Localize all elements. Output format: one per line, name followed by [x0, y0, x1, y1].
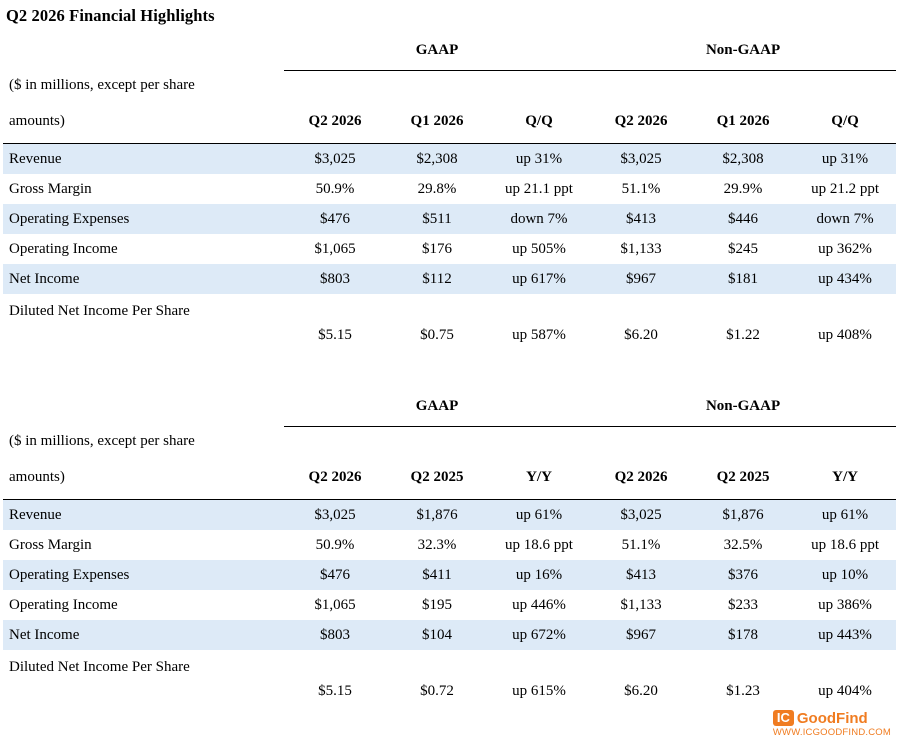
row-cell: up 31%: [488, 144, 590, 174]
group-header-spacer: [3, 30, 284, 70]
eps-label-row: [3, 650, 896, 676]
row-cell: up 505%: [512, 240, 566, 257]
eps-cell: $5.15: [318, 326, 352, 343]
row-cell: 32.5%: [723, 536, 763, 553]
row-cell: $3,025: [590, 500, 692, 530]
table-row: [3, 204, 896, 234]
group-header-non-gaap: Non-GAAP: [705, 397, 781, 414]
row-cell: $1,876: [692, 500, 794, 530]
row-label: Operating Expenses: [3, 204, 284, 234]
row-cell: up 362%: [818, 240, 872, 257]
row-cell: $476: [284, 560, 386, 590]
watermark-badge: IC: [773, 710, 794, 726]
watermark-logo: [773, 710, 891, 726]
row-label: Net Income: [3, 264, 284, 294]
table-row: [3, 590, 896, 620]
eps-values-spacer: [3, 676, 284, 706]
eps-values-row: [3, 676, 896, 706]
group-header-row: [3, 30, 896, 70]
row-cell: up 16%: [488, 560, 590, 590]
row-cell: down 7%: [488, 204, 590, 234]
col-header-4: Q2 2026: [614, 112, 668, 129]
row-cell: $1,133: [620, 240, 662, 257]
table-row: [3, 264, 896, 294]
row-cell: $112: [386, 264, 488, 294]
eps-cell: $1.22: [726, 326, 760, 343]
col-header-6: Q/Q: [831, 112, 859, 129]
column-header-row: [3, 455, 896, 499]
units-note-row-1: [3, 71, 896, 99]
row-label: Operating Income: [9, 596, 118, 613]
eps-values-row: [3, 320, 896, 350]
row-cell: 51.1%: [621, 180, 661, 197]
eps-label-row: [3, 294, 896, 320]
financial-table-yoy: [3, 386, 896, 706]
units-note-line2: amounts): [9, 468, 65, 485]
table-row: [3, 560, 896, 590]
units-note-line2: amounts): [9, 112, 65, 129]
eps-label-spacer: [284, 294, 896, 320]
row-cell: $1,065: [314, 240, 356, 257]
eps-cell: up 404%: [818, 682, 872, 699]
watermark-url: WWW.ICGOODFIND.COM: [772, 727, 891, 739]
units-note-spacer: [284, 71, 896, 99]
row-label: Operating Income: [9, 240, 118, 257]
row-cell: up 18.6 ppt: [811, 536, 879, 553]
row-cell: up 18.6 ppt: [505, 536, 573, 553]
table-row: [3, 500, 896, 530]
row-cell: $967: [590, 620, 692, 650]
row-label: Operating Expenses: [3, 560, 284, 590]
eps-cell: up 587%: [512, 326, 566, 343]
row-label: Gross Margin: [9, 180, 92, 197]
row-cell: up 61%: [488, 500, 590, 530]
eps-values-spacer: [3, 320, 284, 350]
watermark: [773, 710, 891, 738]
page-title: Q2 2026 Financial Highlights: [6, 6, 215, 25]
col-header-3: Y/Y: [526, 468, 552, 485]
row-cell: $446: [692, 204, 794, 234]
eps-cell: $6.20: [624, 682, 658, 699]
row-cell: 50.9%: [315, 536, 355, 553]
row-cell: 32.3%: [417, 536, 457, 553]
group-header-non-gaap: Non-GAAP: [705, 41, 781, 58]
watermark-name: GoodFind: [796, 709, 868, 727]
eps-cell: $6.20: [624, 326, 658, 343]
row-cell: $476: [284, 204, 386, 234]
units-note-row-2: [3, 427, 896, 455]
row-label: Revenue: [3, 144, 284, 174]
financial-table-qoq: [3, 30, 896, 350]
row-cell: $967: [590, 264, 692, 294]
row-cell: up 21.1 ppt: [505, 180, 573, 197]
row-cell: $3,025: [590, 144, 692, 174]
group-header-gaap: GAAP: [415, 41, 459, 58]
row-cell: 29.9%: [723, 180, 763, 197]
col-header-4: Q2 2026: [614, 468, 668, 485]
row-cell: up 10%: [794, 560, 896, 590]
units-note-spacer: [284, 427, 896, 455]
col-header-1: Q2 2026: [308, 468, 362, 485]
table-row: [3, 620, 896, 650]
row-cell: $1,876: [386, 500, 488, 530]
row-cell: up 434%: [794, 264, 896, 294]
column-header-row: [3, 99, 896, 143]
row-cell: $3,025: [284, 144, 386, 174]
eps-cell: up 615%: [512, 682, 566, 699]
row-cell: $803: [284, 264, 386, 294]
row-cell: $511: [386, 204, 488, 234]
row-cell: up 386%: [818, 596, 872, 613]
row-cell: $195: [422, 596, 452, 613]
row-cell: 50.9%: [315, 180, 355, 197]
row-cell: 51.1%: [621, 536, 661, 553]
row-cell: $181: [692, 264, 794, 294]
row-cell: down 7%: [794, 204, 896, 234]
eps-cell: $0.72: [420, 682, 454, 699]
col-header-2: Q2 2025: [410, 468, 464, 485]
group-header-row: [3, 386, 896, 426]
row-cell: up 446%: [512, 596, 566, 613]
table-row: [3, 144, 896, 174]
group-header-spacer: [3, 386, 284, 426]
eps-cell: $0.75: [420, 326, 454, 343]
row-cell: up 443%: [794, 620, 896, 650]
eps-label: Diluted Net Income Per Share: [9, 659, 190, 675]
row-cell: $104: [386, 620, 488, 650]
eps-cell: $5.15: [318, 682, 352, 699]
row-label: Gross Margin: [9, 536, 92, 553]
row-cell: 29.8%: [417, 180, 457, 197]
row-label: Revenue: [3, 500, 284, 530]
units-note-line1: ($ in millions, except per share: [9, 432, 195, 449]
table-gap: [0, 350, 899, 386]
row-cell: up 672%: [488, 620, 590, 650]
row-cell: up 31%: [794, 144, 896, 174]
col-header-2: Q1 2026: [410, 112, 464, 129]
row-cell: $803: [284, 620, 386, 650]
table-row: [3, 174, 896, 204]
table-row: [3, 530, 896, 560]
table-row: [3, 234, 896, 264]
col-header-3: Q/Q: [525, 112, 553, 129]
units-note-line1: ($ in millions, except per share: [9, 76, 195, 93]
row-cell: $2,308: [692, 144, 794, 174]
row-cell: $2,308: [386, 144, 488, 174]
row-cell: $3,025: [284, 500, 386, 530]
row-cell: $413: [590, 560, 692, 590]
row-cell: $176: [422, 240, 452, 257]
row-cell: $233: [728, 596, 759, 613]
row-cell: $411: [386, 560, 488, 590]
row-cell: up 617%: [488, 264, 590, 294]
eps-label: Diluted Net Income Per Share: [9, 303, 190, 319]
row-cell: up 61%: [794, 500, 896, 530]
row-cell: $413: [590, 204, 692, 234]
row-cell: $245: [728, 240, 759, 257]
row-cell: $376: [692, 560, 794, 590]
eps-cell: up 408%: [818, 326, 872, 343]
row-cell: $1,133: [620, 596, 662, 613]
col-header-5: Q1 2026: [716, 112, 770, 129]
row-cell: up 21.2 ppt: [811, 180, 879, 197]
group-header-gaap: GAAP: [415, 397, 459, 414]
eps-cell: $1.23: [726, 682, 760, 699]
row-cell: $1,065: [314, 596, 356, 613]
eps-label-spacer: [284, 650, 896, 676]
col-header-5: Q2 2025: [716, 468, 770, 485]
col-header-1: Q2 2026: [308, 112, 362, 129]
row-cell: $178: [692, 620, 794, 650]
row-label: Net Income: [3, 620, 284, 650]
col-header-6: Y/Y: [832, 468, 858, 485]
